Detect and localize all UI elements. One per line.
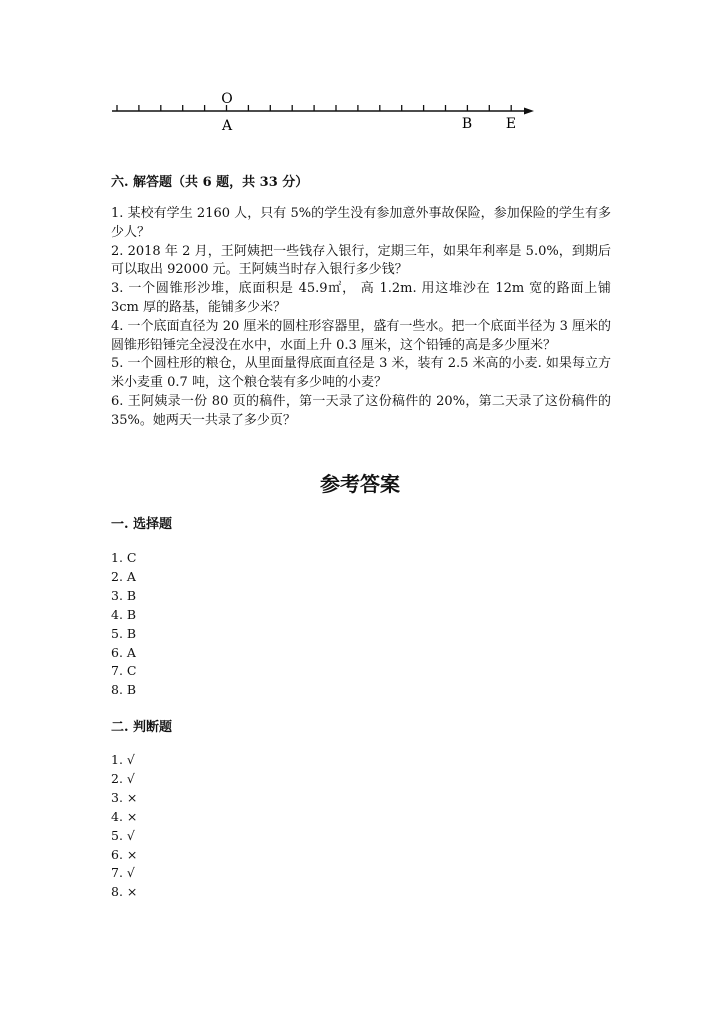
answer-item: 3. × <box>111 789 138 805</box>
question: 3. 一个圆锥形沙堆，底面积是 45.9㎡， 高 1.2m. 用这堆沙在 12m 宽的路面上铺 3cm 厚的路基，能铺多少米？ <box>111 281 611 315</box>
answer-item: 1. C <box>111 550 137 565</box>
label-b: B <box>461 116 473 132</box>
answer-item: 2. A <box>111 568 136 584</box>
label-o: O <box>221 91 233 107</box>
answer-item: 3. B <box>111 587 137 603</box>
section6-questions <box>111 205 611 431</box>
answers-part2-list <box>111 751 137 902</box>
answer-item: 4. B <box>111 606 137 622</box>
answer-item: 8. B <box>111 682 137 698</box>
arrow-head-icon <box>524 108 534 115</box>
answer-item: 8. × <box>111 884 138 900</box>
question: 4. 一个底面直径为 20 厘米的圆柱形容器里，盛有一些水。把一个底面半径为 3 厘米的圆锥形铅锤完全浸没在水中，水面上升 0.3 厘米，这个铅锤的高是多少厘米？ <box>111 318 611 353</box>
answers-part2-heading: 二. 判断题 <box>111 720 173 735</box>
answer-item: 2. √ <box>111 770 135 786</box>
answer-item: 7. √ <box>111 865 135 881</box>
answer-item: 7. C <box>111 663 137 679</box>
number-line-figure <box>0 80 720 140</box>
answers-part1-heading: 一. 选择题 <box>111 517 173 532</box>
question: 1. 某校有学生 2160 人，只有 5%的学生没有参加意外事故保险，参加保险的学生有多少人？ <box>111 206 611 240</box>
answer-item: 4. × <box>111 808 138 824</box>
answer-item: 6. × <box>111 846 138 862</box>
question: 6. 王阿姨录一份 80 页的稿件，第一天录了这份稿件的 20%，第二天录了这份稿件的 35%。她两天一共录了多少页？ <box>111 393 611 428</box>
question: 2. 2018 年 2 月，王阿姨把一些钱存入银行，定期三年，如果年利率是 5.0%，到期后可以取出 92000 元。王阿姨当时存入银行多少钱？ <box>111 243 611 278</box>
answers-part1-list <box>111 549 136 700</box>
answer-item: 1. √ <box>111 752 135 767</box>
section6-heading: 六. 解答题（共 6 题，共 33 分） <box>111 175 309 190</box>
answer-item: 5. B <box>111 625 137 641</box>
label-a: A <box>221 118 233 134</box>
label-e: E <box>505 116 517 132</box>
answer-item: 6. A <box>111 644 136 660</box>
answers-title: 参考答案 <box>320 472 400 496</box>
answer-item: 5. √ <box>111 827 135 843</box>
question: 5. 一个圆柱形的粮仓，从里面量得底面直径是 3 米，装有 2.5 米高的小麦. 如果每立方米小麦重 0.7 吨，这个粮仓装有多少吨的小麦？ <box>111 356 611 391</box>
